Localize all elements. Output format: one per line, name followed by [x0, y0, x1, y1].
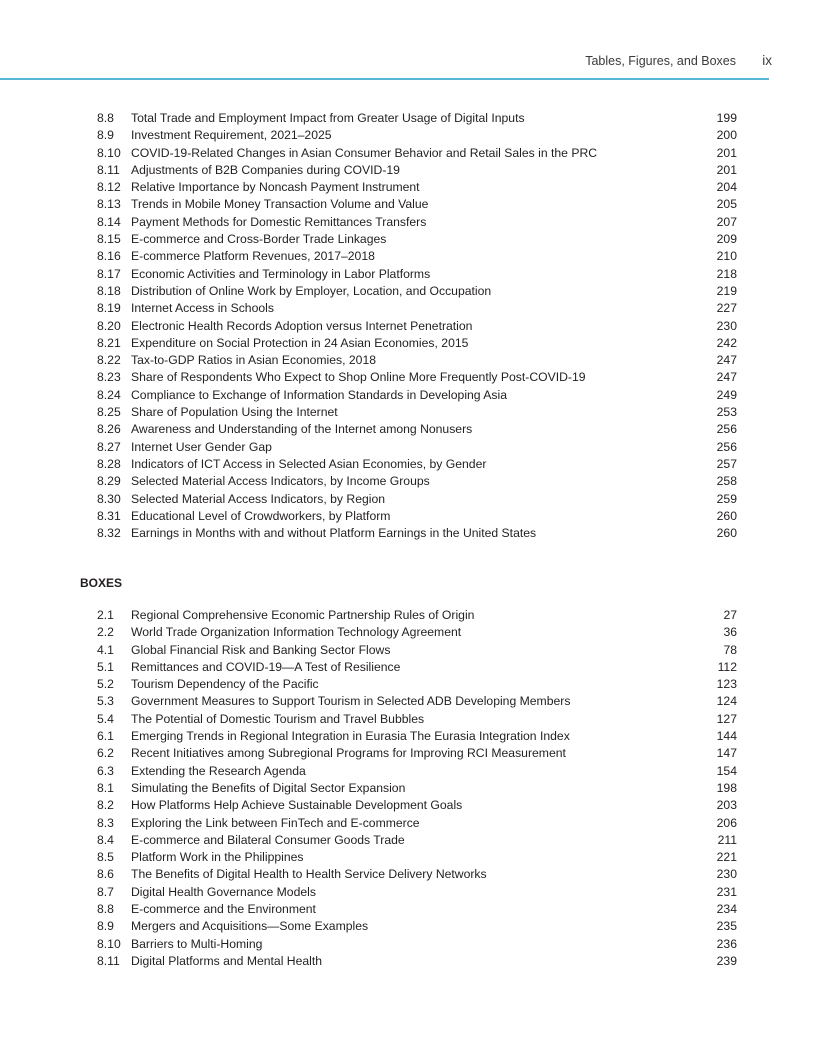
entry-title: Digital Platforms and Mental Health [131, 953, 323, 968]
entry-number: 8.16 [97, 249, 121, 264]
entry-number: 8.20 [97, 318, 121, 333]
toc-entry [97, 300, 737, 317]
toc-entry [97, 918, 737, 935]
toc-entry [97, 745, 737, 762]
entry-page: 211 [717, 832, 737, 847]
entry-title: Simulating the Benefits of Digital Sector Expansion [131, 780, 406, 795]
entry-page: 230 [716, 318, 737, 333]
entry-page: 112 [717, 659, 737, 674]
entry-number: 8.3 [97, 815, 114, 830]
entry-title: Expenditure on Social Protection in 24 Asian Economies, 2015 [131, 335, 469, 350]
entry-title: Digital Health Governance Models [131, 884, 316, 899]
entry-title: E-commerce and Bilateral Consumer Goods Trade [131, 832, 405, 847]
entry-number: 5.1 [97, 659, 114, 674]
entry-title: Share of Respondents Who Expect to Shop Online More Frequently Post-COVID-19 [131, 370, 586, 385]
entry-page: 147 [716, 746, 737, 761]
entry-page: 210 [716, 249, 737, 264]
entry-number: 8.24 [97, 387, 121, 402]
entry-page: 239 [716, 953, 737, 968]
entry-title: Distribution of Online Work by Employer, Location, and Occupation [131, 283, 492, 298]
entry-number: 6.3 [97, 763, 114, 778]
toc-entry [97, 283, 737, 300]
entry-title: Adjustments of B2B Companies during COVID-19 [131, 162, 400, 177]
entry-title: The Benefits of Digital Health to Health Service Delivery Networks [131, 867, 487, 882]
toc-entry [97, 815, 737, 832]
entry-title: Educational Level of Crowdworkers, by Platform [131, 508, 391, 523]
entry-title: Relative Importance by Noncash Payment Instrument [131, 180, 420, 195]
toc-entry [97, 387, 737, 404]
entry-number: 5.2 [97, 677, 114, 692]
toc-entry [97, 659, 737, 676]
entry-page: 247 [716, 370, 737, 385]
entry-page: 203 [716, 798, 737, 813]
entry-title: E-commerce Platform Revenues, 2017–2018 [131, 249, 375, 264]
toc-entry [97, 162, 737, 179]
toc-entry [97, 110, 737, 127]
entry-number: 8.1 [97, 780, 114, 795]
toc-entry [97, 849, 737, 866]
entry-page: 144 [716, 729, 737, 744]
entry-page: 123 [716, 677, 737, 692]
entry-number: 8.9 [97, 128, 114, 143]
entry-number: 8.25 [97, 405, 121, 420]
entry-title: Platform Work in the Philippines [131, 850, 304, 865]
entry-title: Regional Comprehensive Economic Partnership Rules of Origin [131, 608, 475, 622]
entry-title: Global Financial Risk and Banking Sector Flows [131, 642, 391, 657]
entry-title: COVID-19-Related Changes in Asian Consumer Behavior and Retail Sales in the PRC [131, 145, 598, 160]
entry-title: Tax-to-GDP Ratios in Asian Economies, 2018 [131, 353, 376, 368]
toc-entry [97, 728, 737, 745]
toc-entry [97, 624, 737, 641]
entry-number: 8.15 [97, 232, 121, 247]
entry-page: 27 [723, 608, 737, 622]
toc-entry [97, 473, 737, 490]
toc-entry [97, 179, 737, 196]
toc-entry [97, 196, 737, 213]
toc-entry [97, 127, 737, 144]
entry-title: Selected Material Access Indicators, by Region [131, 491, 386, 506]
toc-entry [97, 884, 737, 901]
entry-title: World Trade Organization Information Technology Agreement [131, 625, 462, 640]
page-number: ix [762, 53, 772, 68]
toc-entry [97, 439, 737, 456]
toc-entry [97, 607, 737, 624]
toc-entry [97, 456, 737, 473]
entry-title: Total Trade and Employment Impact from Greater Usage of Digital Inputs [131, 111, 525, 125]
entry-title: Selected Material Access Indicators, by Income Groups [131, 474, 430, 489]
entry-number: 8.13 [97, 197, 121, 212]
toc-entry [97, 248, 737, 265]
entry-page: 257 [716, 456, 737, 471]
entry-title: The Potential of Domestic Tourism and Travel Bubbles [131, 711, 425, 726]
toc-entry [97, 525, 737, 542]
entry-title: Earnings in Months with and without Platform Earnings in the United States [131, 526, 537, 541]
entry-number: 8.26 [97, 422, 121, 437]
entry-page: 154 [716, 763, 737, 778]
toc-entry [97, 352, 737, 369]
entry-page: 204 [716, 180, 737, 195]
toc-entry [97, 145, 737, 162]
entry-page: 201 [716, 162, 737, 177]
toc-entry [97, 421, 737, 438]
entry-number: 8.12 [97, 180, 121, 195]
entry-page: 219 [716, 283, 737, 298]
entry-number: 8.8 [97, 111, 114, 125]
entry-number: 8.30 [97, 491, 121, 506]
entry-title: How Platforms Help Achieve Sustainable Development Goals [131, 798, 463, 813]
entry-page: 200 [716, 128, 737, 143]
entry-number: 8.5 [97, 850, 114, 865]
entry-title: Share of Population Using the Internet [131, 405, 338, 420]
boxes-heading: BOXES [80, 576, 123, 590]
entry-number: 2.1 [97, 608, 114, 622]
entry-number: 4.1 [97, 642, 114, 657]
entry-title: Government Measures to Support Tourism in Selected ADB Developing Members [131, 694, 571, 709]
entry-title: Emerging Trends in Regional Integration in Eurasia The Eurasia Integration Index [131, 729, 570, 744]
toc-entry [97, 508, 737, 525]
toc-entry [97, 318, 737, 335]
entry-page: 260 [716, 526, 737, 541]
toc-entry [97, 369, 737, 386]
toc-entry [97, 936, 737, 953]
toc-entry [97, 780, 737, 797]
entry-page: 206 [716, 815, 737, 830]
entry-number: 8.11 [97, 162, 120, 177]
entry-title: Barriers to Multi-Homing [131, 936, 263, 951]
entry-title: Compliance to Exchange of Information Standards in Developing Asia [131, 387, 508, 402]
entry-title: Investment Requirement, 2021–2025 [131, 128, 332, 143]
entry-number: 8.21 [97, 335, 121, 350]
toc-entry [97, 711, 737, 728]
entry-page: 221 [716, 850, 737, 865]
toc-entry [97, 642, 737, 659]
entry-number: 8.8 [97, 902, 114, 917]
entry-page: 124 [716, 694, 737, 709]
entry-page: 231 [716, 884, 737, 899]
entry-page: 259 [716, 491, 737, 506]
entry-page: 253 [716, 405, 737, 420]
entry-page: 242 [716, 335, 737, 350]
entry-number: 8.9 [97, 919, 114, 934]
entry-page: 218 [716, 266, 737, 281]
entry-page: 127 [716, 711, 737, 726]
entry-title: Trends in Mobile Money Transaction Volume and Value [131, 197, 429, 212]
entry-number: 8.2 [97, 798, 114, 813]
entry-number: 2.2 [97, 625, 114, 640]
entry-title: Electronic Health Records Adoption versus Internet Penetration [131, 318, 473, 333]
entry-page: 199 [716, 111, 737, 125]
entry-page: 205 [716, 197, 737, 212]
toc-entry [97, 335, 737, 352]
entry-number: 8.28 [97, 456, 121, 471]
entry-page: 256 [716, 439, 737, 454]
entry-title: Extending the Research Agenda [131, 763, 306, 778]
entry-number: 5.4 [97, 711, 114, 726]
entry-number: 8.18 [97, 283, 121, 298]
entry-number: 8.19 [97, 301, 121, 316]
entry-number: 8.23 [97, 370, 121, 385]
entry-page: 201 [716, 145, 737, 160]
entry-page: 249 [716, 387, 737, 402]
toc-entry [97, 901, 737, 918]
entry-number: 8.17 [97, 266, 121, 281]
entry-page: 235 [716, 919, 737, 934]
entry-page: 227 [716, 301, 737, 316]
entry-number: 8.14 [97, 214, 121, 229]
toc-entry [97, 214, 737, 231]
entry-title: Mergers and Acquisitions—Some Examples [131, 919, 369, 934]
entry-number: 8.11 [97, 953, 120, 968]
entry-page: 260 [716, 508, 737, 523]
entry-title: Indicators of ICT Access in Selected Asian Economies, by Gender [131, 456, 487, 471]
entry-number: 8.29 [97, 474, 121, 489]
toc-entry [97, 832, 737, 849]
entry-number: 8.27 [97, 439, 121, 454]
toc-entry [97, 676, 737, 693]
toc-entry [97, 231, 737, 248]
entry-number: 8.31 [97, 508, 121, 523]
entry-title: Internet User Gender Gap [131, 439, 272, 454]
entry-page: 234 [716, 902, 737, 917]
header-divider [0, 78, 769, 80]
toc-entry [97, 693, 737, 710]
entry-number: 8.6 [97, 867, 114, 882]
entry-number: 5.3 [97, 694, 114, 709]
entry-title: E-commerce and the Environment [131, 902, 316, 917]
entry-page: 256 [716, 422, 737, 437]
toc-entry [97, 797, 737, 814]
entry-number: 6.2 [97, 746, 114, 761]
entry-title: Payment Methods for Domestic Remittances Transfers [131, 214, 427, 229]
toc-entry [97, 491, 737, 508]
entry-page: 247 [716, 353, 737, 368]
entry-title: Recent Initiatives among Subregional Programs for Improving RCI Measurement [131, 746, 566, 761]
entry-page: 198 [716, 780, 737, 795]
entry-title: E-commerce and Cross-Border Trade Linkages [131, 232, 387, 247]
entry-title: Internet Access in Schools [131, 301, 274, 316]
entry-number: 8.10 [97, 145, 121, 160]
toc-entry [97, 763, 737, 780]
toc-entry [97, 953, 737, 970]
entry-page: 78 [723, 642, 737, 657]
entry-title: Remittances and COVID-19—A Test of Resilience [131, 659, 401, 674]
toc-entry [97, 866, 737, 883]
entry-page: 258 [716, 474, 737, 489]
entry-page: 207 [716, 214, 737, 229]
entry-page: 236 [716, 936, 737, 951]
entry-page: 230 [716, 867, 737, 882]
entry-number: 8.32 [97, 526, 121, 541]
entry-title: Tourism Dependency of the Pacific [131, 677, 319, 692]
entry-title: Awareness and Understanding of the Internet among Nonusers [131, 422, 473, 437]
entry-number: 8.10 [97, 936, 121, 951]
entry-title: Exploring the Link between FinTech and E-commerce [131, 815, 420, 830]
boxes-list [97, 607, 737, 970]
entry-number: 6.1 [97, 729, 114, 744]
figures-list [97, 110, 737, 542]
toc-entry [97, 266, 737, 283]
running-header-title: Tables, Figures, and Boxes [585, 54, 736, 68]
toc-entry [97, 404, 737, 421]
entry-title: Economic Activities and Terminology in Labor Platforms [131, 266, 431, 281]
entry-number: 8.7 [97, 884, 114, 899]
entry-page: 209 [716, 232, 737, 247]
entry-number: 8.22 [97, 353, 121, 368]
entry-number: 8.4 [97, 832, 114, 847]
entry-page: 36 [723, 625, 737, 640]
